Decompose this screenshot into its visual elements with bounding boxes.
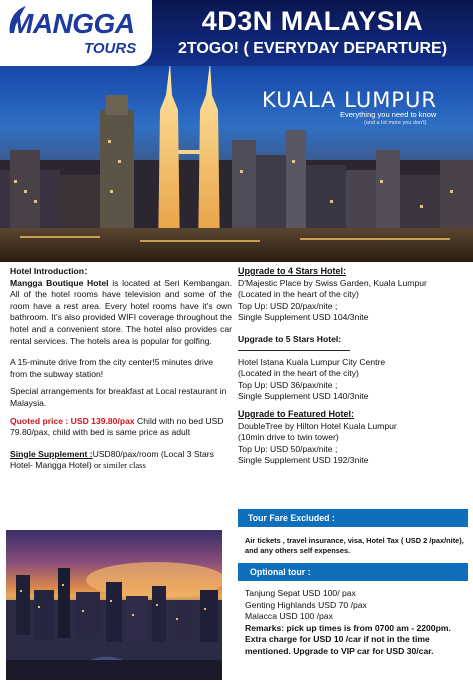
hotel-intro-description: [10, 278, 232, 348]
upgrade-5-star-location: (Located in the heart of the city): [238, 368, 359, 379]
optional-tour-item: Malacca USD 100 /pax: [245, 611, 333, 622]
upgrade-featured-location: (10min drive to twin tower): [238, 432, 339, 443]
divider: [238, 350, 350, 351]
upgrade-5-star-heading: Upgrade to 5 Stars Hotel:: [238, 333, 342, 344]
city-sunset-image: [6, 530, 222, 680]
city-tagline-small: (and a lot more you don't): [364, 120, 427, 126]
single-supplement: [10, 449, 232, 472]
city-tagline: Everything you need to know: [340, 110, 437, 119]
city-title: KUALA LUMPUR: [262, 88, 437, 112]
brand-logo: [0, 0, 152, 66]
optional-tour-item: Genting Highlands USD 70 /pax: [245, 599, 367, 610]
upgrade-4-star-heading: Upgrade to 4 Stars Hotel:: [238, 266, 347, 276]
optional-tour-item: Tanjung Sepat USD 100/ pax: [245, 588, 356, 598]
page-subtitle: 2TOGO! ( EVERYDAY DEPARTURE): [177, 40, 448, 57]
single-supplement-value: USD80/pax/room (Local 3 Stars Hotel- Mangga Hotel): [10, 448, 214, 471]
upgrade-4-star-single: Single Supplement USD 104/3nite: [238, 312, 369, 323]
upgrade-4-star-topup: Top Up: USD 20/pax/nite ;: [238, 300, 338, 311]
upgrade-4-star-hotel: D'Majestic Place by Swiss Garden, Kuala Lumpur: [238, 277, 427, 288]
hotel-description: is located at Seri Kembangan. All of the hotel rooms have television and some of the room have a rest area. Every hotel rooms have it's own bathroom. It's also provided WIFI coverage throughout the hotel and a convenient store. The hotel also provides car rental services. The hotels area is popular for golfing.: [10, 277, 232, 346]
drive-info: A 15-minute drive from the city center!5 minutes drive from the subway station!: [10, 357, 213, 379]
hotel-upgrades: [238, 266, 468, 467]
page-title: 4D3N MALAYSIA: [201, 6, 424, 36]
quoted-price: [10, 416, 232, 439]
quoted-price-label: Quoted price : USD 139.80/pax: [10, 415, 135, 426]
hero-banner: [0, 0, 473, 262]
hotel-intro-heading: Hotel Introduction：: [10, 266, 93, 276]
single-supplement-label: Single Supplement :: [10, 448, 93, 459]
tour-fare-excluded-banner: Tour Fare Excluded :: [238, 509, 468, 527]
optional-tour-list: [245, 588, 467, 658]
hotel-introduction: [10, 266, 232, 472]
upgrade-5-star-hotel: Hotel Istana Kuala Lumpur City Centre: [238, 356, 386, 367]
upgrade-featured-single: Single Supplement USD 192/3nite: [238, 455, 369, 466]
quoted-price-details: Child with no bed USD 79.80/pax, child with bed is same price as adult: [10, 415, 224, 438]
breakfast-info: Special arrangements for breakfast at Local restaurant in Malaysia.: [10, 386, 227, 408]
upgrade-5-star-topup: Top Up: USD 36/pax/nite ;: [238, 379, 338, 390]
upgrade-featured-topup: Top Up: USD 50/pax/nite ;: [238, 443, 338, 454]
optional-tour-banner: Optional tour :: [238, 563, 468, 581]
upgrade-4-star-location: (Located in the heart of the city): [238, 289, 359, 300]
upgrade-featured-hotel: DoubleTree by Hilton Hotel Kuala Lumpur: [238, 420, 397, 431]
brand-subtitle: TOURS: [84, 40, 137, 57]
single-supplement-tail: or similer class: [91, 460, 146, 471]
tour-fare-excluded-text: Air tickets , travel insurance, visa, Hotel Tax ( USD 2 /pax/nite), and any others self expenses.: [245, 536, 464, 555]
upgrade-5-star-single: Single Supplement USD 140/3nite: [238, 391, 369, 402]
kl-sunset-photo: [6, 530, 222, 680]
upgrade-featured-heading: Upgrade to Featured Hotel:: [238, 408, 355, 419]
optional-tour-remarks: Remarks: pick up times is from 0700 am - 2200pm. Extra charge for USD 10 /car if not in the time mentioned. Upgrade to VIP car for USD 30/car.: [245, 622, 451, 656]
hotel-name: Mangga Boutique Hotel: [10, 277, 109, 288]
brand-name: MANGGA: [10, 8, 135, 39]
